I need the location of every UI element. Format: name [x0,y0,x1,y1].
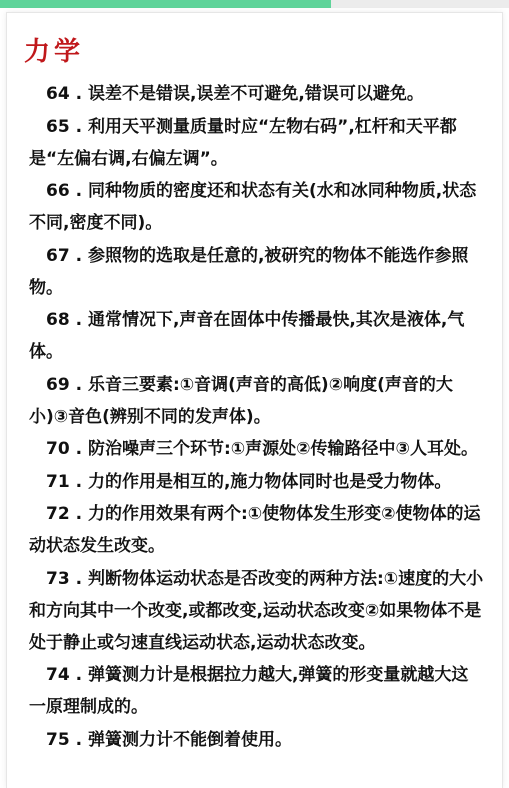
list-item: 70 . 防治噪声三个环节:①声源处②传输路径中③人耳处。 [46,439,478,459]
list-item: 66 . 同种物质的密度还和状态有关(水和冰同种物质,状态不同,密度不同)。 [29,181,477,233]
item-number: 68 [46,310,70,330]
reading-progress-bar [0,0,509,8]
list-item: 72 . 力的作用效果有两个:①使物体发生形变②使物体的运动状态发生改变。 [29,504,481,556]
item-text: 利用天平测量质量时应“左物右码”,杠杆和天平都是“左偏右调,右偏左调”。 [29,116,457,169]
item-number: 74 [46,665,70,685]
item-text: 力的作用效果有两个:①使物体发生形变②使物体的运动状态发生改变。 [29,504,481,556]
list-item: 74 . 弹簧测力计是根据拉力越大,弹簧的形变量就越大这一原理制成的。 [29,665,469,717]
item-text: 力的作用是相互的,施力物体同时也是受力物体。 [87,471,452,492]
list-item: 67 . 参照物的选取是任意的,被研究的物体不能选作参照物。 [29,245,469,298]
list-item: 65 . 利用天平测量质量时应“左物右码”,杠杆和天平都是“左偏右调,右偏左调”。 [29,116,457,169]
list-item: 64 . 误差不是错误,误差不可避免,错误可以避免。 [46,84,424,104]
item-number: 69 [46,374,70,395]
list-item: 75 . 弹簧测力计不能倒着使用。 [46,729,292,750]
item-text: 防治噪声三个环节:①声源处②传输路径中③人耳处。 [87,439,478,459]
list-item: 71 . 力的作用是相互的,施力物体同时也是受力物体。 [46,471,452,492]
reading-progress-fill [0,0,331,8]
item-text: 误差不是错误,误差不可避免,错误可以避免。 [87,84,424,104]
item-text: 参照物的选取是任意的,被研究的物体不能选作参照物。 [29,245,469,298]
section-title: 力学 [24,37,85,67]
item-number: 67 [46,245,70,266]
item-text: 同种物质的密度还和状态有关(水和冰同种物质,状态不同,密度不同)。 [29,181,477,233]
item-number: 75 [46,729,70,750]
item-number: 64 [46,84,70,104]
list-item: 69 . 乐音三要素:①音调(声音的高低)②响度(声音的大小)③音色(辨别不同的发声体)。 [29,374,453,427]
list-item: 68 . 通常情况下,声音在固体中传播最快,其次是液体,气体。 [29,310,465,362]
item-text: 乐音三要素:①音调(声音的高低)②响度(声音的大小)③音色(辨别不同的发声体)。 [29,374,453,427]
item-number: 65 [46,116,70,137]
item-text: 通常情况下,声音在固体中传播最快,其次是液体,气体。 [29,310,465,362]
item-number: 73 [46,568,70,589]
item-text: 弹簧测力计不能倒着使用。 [87,729,292,750]
item-text: 判断物体运动状态是否改变的两种方法:①速度的大小和方向其中一个改变,或都改变,运动状态改变②如果物体不是处于静止或匀速直线运动状态,运动状态改变。 [29,568,484,653]
list-item: 73 . 判断物体运动状态是否改变的两种方法:①速度的大小和方向其中一个改变,或都改变,运动状态改变②如果物体不是处于静止或匀速直线运动状态,运动状态改变。 [29,568,484,653]
item-number: 66 [46,181,70,201]
knowledge-point-list [29,78,484,756]
item-number: 71 [46,471,70,492]
item-number: 70 [46,439,70,459]
item-number: 72 [46,504,70,524]
item-text: 弹簧测力计是根据拉力越大,弹簧的形变量就越大这一原理制成的。 [29,665,469,717]
